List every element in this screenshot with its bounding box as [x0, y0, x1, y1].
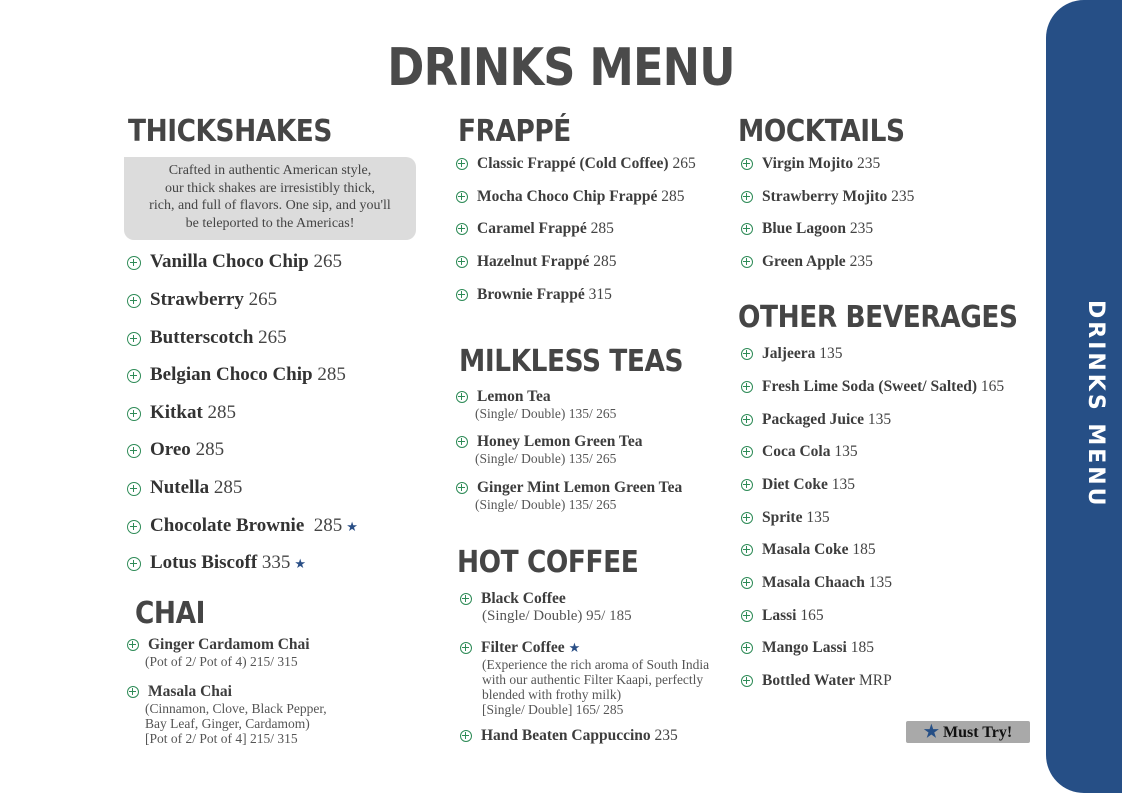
menu-item: [127, 402, 236, 424]
item-price: 265: [313, 251, 342, 272]
bullet-icon: [456, 191, 468, 203]
item-name: Bottled Water: [762, 672, 856, 689]
other-beverages-heading: OTHER BEVERAGES: [738, 300, 1018, 335]
item-detail: (Single/ Double) 135/ 265: [475, 497, 617, 512]
item-detail: (Experience the rich aroma of South India: [482, 657, 710, 672]
bullet-icon: [741, 642, 753, 654]
item-name: Lassi: [762, 607, 797, 624]
menu-item: [127, 439, 224, 461]
sidebar-label: DRINKS MENU: [1083, 300, 1108, 509]
bullet-icon: [741, 223, 753, 235]
menu-item: [741, 155, 880, 173]
frappe-heading: FRAPPÉ: [458, 114, 571, 149]
item-price: 135: [806, 509, 830, 526]
star-icon: ★: [294, 556, 307, 571]
blurb-line: Crafted in authentic American style,: [168, 163, 372, 178]
hot-coffee-heading: HOT COFFEE: [457, 545, 639, 580]
item-price: 315: [588, 286, 612, 303]
item-detail: blended with frothy milk): [482, 687, 622, 702]
blurb-line: be teleported to the Americas!: [185, 215, 355, 231]
bullet-icon: [127, 482, 141, 496]
milkless-teas-heading: MILKLESS TEAS: [459, 344, 684, 379]
page-title: DRINKS MENU: [387, 38, 735, 98]
menu-item: [456, 286, 612, 304]
blurb-line: our thick shakes are irresistibly thick,: [165, 180, 375, 196]
item-name: Masala Chaach: [762, 574, 865, 591]
item-price: 285: [195, 439, 225, 460]
item-price: 135: [868, 574, 893, 591]
item-detail: Bay Leaf, Ginger, Cardamom): [145, 716, 310, 731]
must-try-badge: [906, 721, 1030, 743]
item-name: Caramel Frappé: [477, 220, 587, 237]
bullet-icon: [127, 639, 139, 651]
menu-item: [741, 476, 855, 494]
item-name: Ginger Cardamom Chai: [148, 636, 310, 653]
menu-item: [741, 607, 824, 625]
star-icon: ★: [346, 519, 358, 534]
item-name: Masala Chai: [148, 683, 232, 700]
item-name: Oreo: [150, 439, 191, 460]
item-price: 185: [850, 639, 874, 656]
item-price: 235: [654, 727, 678, 744]
menu-item: [741, 378, 1004, 396]
item-name: Hand Beaten Cappuccino: [481, 727, 651, 744]
item-name: Classic Frappé (Cold Coffee): [477, 155, 669, 172]
item-price: 135: [819, 345, 843, 362]
star-icon: ★: [568, 640, 581, 655]
mocktails-heading: MOCKTAILS: [738, 114, 905, 149]
bullet-icon: [456, 436, 468, 448]
bullet-icon: [460, 593, 472, 605]
menu-item: [127, 251, 342, 273]
bullet-icon: [741, 675, 753, 687]
bullet-icon: [127, 444, 141, 458]
item-name: Virgin Mojito: [762, 155, 854, 172]
item-price: 265: [248, 289, 278, 310]
item-name: Nutella: [150, 477, 210, 498]
menu-item: [127, 636, 310, 669]
item-detail: [Single/ Double] 165/ 285: [482, 702, 624, 717]
bullet-icon: [741, 256, 753, 268]
item-price: 165: [800, 607, 824, 624]
item-name: Jaljeera: [762, 345, 816, 362]
chai-heading: CHAI: [135, 596, 205, 631]
menu-item: [127, 477, 242, 499]
bullet-icon: [741, 191, 753, 203]
menu-item: [741, 220, 873, 238]
item-price: 285: [313, 515, 343, 536]
item-price: MRP: [859, 672, 892, 689]
menu-item: [127, 289, 277, 311]
bullet-icon: [127, 520, 141, 534]
item-name: Lemon Tea: [477, 388, 551, 405]
item-price: 285: [593, 253, 617, 270]
item-detail: (Pot of 2/ Pot of 4) 215/ 315: [145, 654, 298, 669]
item-name: Honey Lemon Green Tea: [477, 433, 643, 450]
item-price: 185: [852, 541, 876, 558]
item-detail: (Single/ Double) 95/ 185: [482, 608, 632, 624]
bullet-icon: [127, 369, 141, 383]
menu-item: [127, 515, 358, 537]
bullet-icon: [460, 642, 472, 654]
bullet-icon: [456, 223, 468, 235]
thickshakes-heading: THICKSHAKES: [128, 114, 332, 149]
item-price: 285: [207, 402, 237, 423]
menu-item: [460, 590, 632, 625]
bullet-icon: [127, 407, 141, 421]
menu-item: [456, 479, 682, 512]
item-name: Chocolate Brownie: [150, 515, 305, 536]
item-name: Coca Cola: [762, 443, 831, 460]
thickshakes-blurb: [124, 157, 416, 240]
bullet-icon: [741, 512, 753, 524]
bullet-icon: [741, 348, 753, 360]
menu-item: [456, 253, 617, 271]
bullet-icon: [127, 686, 139, 698]
menu-item: [460, 727, 678, 745]
menu-item: [456, 433, 642, 466]
item-price: 135: [831, 476, 855, 493]
blurb-line: rich, and full of flavors. One sip, and you'll: [149, 198, 391, 213]
item-name: Packaged Juice: [762, 411, 865, 428]
item-price: 235: [857, 155, 881, 172]
item-name: Black Coffee: [481, 590, 566, 607]
bullet-icon: [741, 479, 753, 491]
item-name: Mango Lassi: [762, 639, 847, 656]
item-name: Vanilla Choco Chip: [150, 251, 309, 272]
item-price: 285: [213, 477, 243, 498]
bullet-icon: [127, 294, 141, 308]
bullet-icon: [741, 414, 753, 426]
item-detail: with our authentic Filter Kaapi, perfectly: [482, 672, 704, 687]
menu-item: [456, 388, 616, 421]
menu-item: [456, 188, 685, 206]
item-name: Blue Lagoon: [762, 220, 846, 237]
menu-item: [741, 639, 874, 657]
item-price: 235: [849, 220, 874, 237]
item-price: 165: [980, 378, 1005, 395]
item-name: Strawberry Mojito: [762, 188, 888, 205]
item-name: Diet Coke: [762, 476, 828, 493]
item-name: Kitkat: [150, 402, 203, 423]
bullet-icon: [741, 381, 753, 393]
item-name: Green Apple: [762, 253, 846, 270]
item-name: Filter Coffee: [481, 639, 565, 656]
item-name: Butterscotch: [150, 327, 254, 348]
item-name: Brownie Frappé: [477, 286, 585, 303]
item-name: Masala Coke: [762, 541, 849, 558]
menu-item: [741, 509, 830, 527]
item-price: 285: [317, 364, 346, 385]
bullet-icon: [127, 557, 141, 571]
menu-item: [127, 552, 306, 574]
bullet-icon: [741, 158, 753, 170]
bullet-icon: [741, 446, 753, 458]
bullet-icon: [456, 391, 468, 403]
item-name: Hazelnut Frappé: [477, 253, 590, 270]
item-name: Ginger Mint Lemon Green Tea: [477, 479, 683, 496]
item-name: Belgian Choco Chip: [150, 364, 313, 385]
menu-item: [741, 411, 891, 429]
menu-item: [741, 672, 892, 690]
bullet-icon: [456, 158, 468, 170]
bullet-icon: [460, 730, 472, 742]
item-name: Fresh Lime Soda (Sweet/ Salted): [762, 378, 977, 395]
menu-item: [741, 574, 892, 592]
item-price: 265: [258, 327, 287, 348]
bullet-icon: [456, 289, 468, 301]
item-price: 265: [672, 155, 696, 172]
menu-item: [127, 327, 287, 349]
item-detail: (Cinnamon, Clove, Black Pepper,: [145, 701, 327, 716]
item-price: 285: [590, 220, 614, 237]
bullet-icon: [741, 610, 753, 622]
menu-item: [127, 364, 346, 386]
item-detail: (Single/ Double) 135/ 265: [475, 451, 617, 466]
item-name: Strawberry: [150, 289, 244, 310]
item-detail: (Single/ Double) 135/ 265: [475, 406, 617, 421]
menu-item: [460, 639, 709, 717]
menu-item: [741, 443, 858, 461]
menu-item: [127, 683, 327, 746]
menu-item: [456, 155, 696, 173]
must-try-label: Must Try!: [943, 724, 1013, 741]
menu-item: [741, 188, 914, 206]
bullet-icon: [127, 256, 141, 270]
bullet-icon: [741, 544, 753, 556]
bullet-icon: [456, 482, 468, 494]
menu-item: [741, 345, 842, 363]
item-price: 335: [261, 552, 291, 573]
bullet-icon: [456, 256, 468, 268]
star-icon: ★: [923, 722, 940, 741]
item-name: Sprite: [762, 509, 803, 526]
item-name: Lotus Biscoff: [150, 552, 258, 573]
item-price: 135: [867, 411, 892, 428]
item-price: 285: [661, 188, 685, 205]
bullet-icon: [741, 577, 753, 589]
menu-item: [741, 253, 873, 271]
item-name: Mocha Choco Chip Frappé: [477, 188, 658, 205]
item-price: 235: [891, 188, 915, 205]
item-price: 135: [834, 443, 858, 460]
item-price: 235: [849, 253, 873, 270]
menu-item: [456, 220, 614, 238]
menu-item: [741, 541, 876, 559]
item-detail: [Pot of 2/ Pot of 4] 215/ 315: [145, 731, 298, 746]
bullet-icon: [127, 332, 141, 346]
